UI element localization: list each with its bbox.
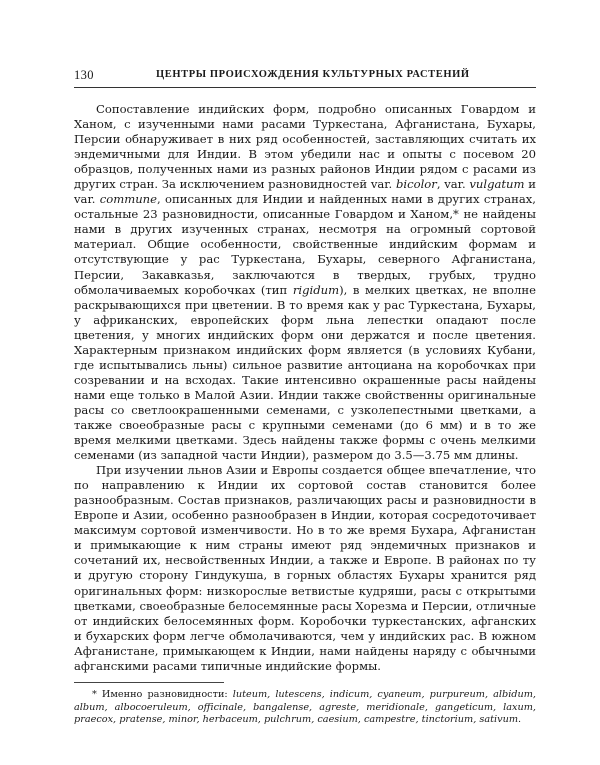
main-text: [74, 102, 536, 674]
running-header: [74, 68, 536, 86]
book-page: [74, 68, 536, 726]
page-number: 130: [74, 68, 94, 82]
paragraph-1: Сопоставление индийских форм, подробно описанных Говардом и Ханом, с изученными нами расами Туркестана, Афганистана, Бухары, Персии обнаруживает в них ряд особенностей, заставляющих считать их эндемичными для Индии. В этом убедили нас и опыты с посевом 20 образцов, полученных нами из разных районов Индии рядом с расами из других стран. За исключением разновидностей var. bicolor, var. vulgatum и var. commune, описанных для Индии и найденных нами в других странах, остальные 23 разновидности, описанные Говардом и Ханом,* не найдены нами в других изученных странах, несмотря на огромный сортовой материал. Общие особенности, свойственные индийским формам и отсутствующие у рас Туркестана, Бухары, северного Афганистана, Персии, Закавказья, заключаются в твердых, грубых, трудно обмолачиваемых коробочках (тип rigidum), в мелких цветках, не вполне раскрывающихся при цветении. В то время как у рас Туркестана, Бухары, у африканских, европейских форм льна лепестки опадают после цветения, у многих индийских форм они держатся и после цветения. Характерным признаком индийских форм является (в условиях Кубани, где испытывались льны) сильное развитие антоциана на коробочках при созревании и на всходах. Такие интенсивно окрашенные расы найдены нами еще только в Малой Азии. Индии также свойственны оригинальные расы со светлоокрашенными семенами, с узколепестными цветками, а также своеобразные расы с крупными семенами (до 6 мм) и в то же время мелкими цветками. Здесь найдены также формы с очень мелкими семенами (из западной части Индии), размером до 3.5—3.75 мм длины.: [74, 102, 536, 463]
header-rule: [74, 87, 536, 88]
footnote-rule: [74, 682, 224, 683]
paragraph-2: При изучении льнов Азии и Европы создается общее впечатление, что по направлению к Индии их сортовой состав становится более разнообразным. Состав признаков, различающих расы и разновидности в Европе и Азии, особенно разнообразен в Индии, которая сосредоточивает максимум сортовой изменчивости. Но в то же время Бухара, Афганистан и примыкающие к ним страны имеют ряд эндемичных признаков и сочетаний их, несвойственных Индии, а также и Европе. В районах по ту и другую сторону Гиндукуша, в горных областях Бухары хранится ряд оригинальных форм: низкорослые ветвистые кудряши, расы с открытыми цветками, своеобразные белосемянные расы Хорезма и Персии, отличные от индийских белосемянных форм. Коробочки туркестанских, афганских и бухарских форм легче обмолачиваются, чем у индийских рас. В южном Афганистане, примыкающем к Индии, нами найдены наряду с обычными афганскими расами типичные индийские формы.: [74, 463, 536, 673]
footnote: * Именно разновидности: luteum, lutescens, indicum, cyaneum, purpureum, albidum, album, albocoeruleum, officinale, bangalense, agreste, meridionale, gangeticum, laxum, praecox, pratense, minor, herbaceum, pulchrum, caesium, campestre, tinctorium, sativum.: [74, 689, 536, 726]
running-title: ЦЕНТРЫ ПРОИСХОЖДЕНИЯ КУЛЬТУРНЫХ РАСТЕНИЙ: [156, 69, 470, 80]
